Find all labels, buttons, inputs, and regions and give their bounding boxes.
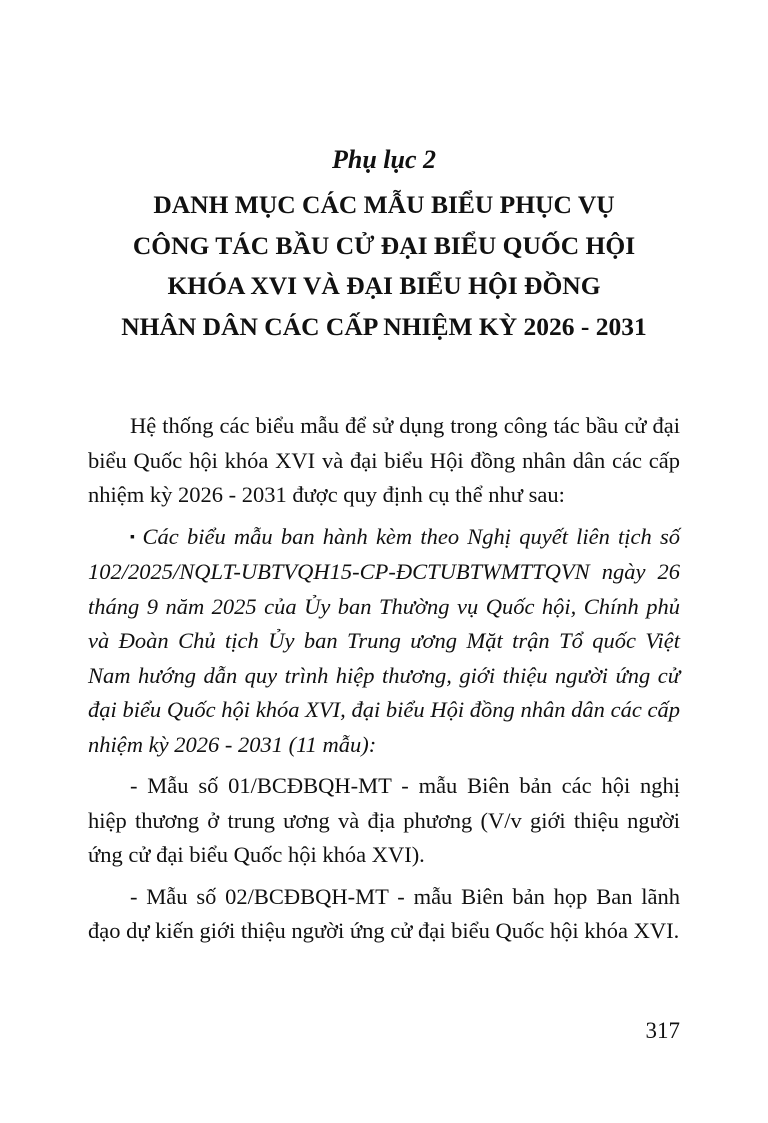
appendix-label: Phụ lục 2 <box>331 145 437 174</box>
title-line-4: NHÂN DÂN CÁC CẤP NHIỆM KỲ 2026 - 2031 <box>121 311 647 341</box>
intro-paragraph: Hệ thống các biểu mẫu để sử dụng trong công tác bầu cử đại biểu Quốc hội khóa XVI và đại biểu Hội đồng nhân dân các cấp nhiệm kỳ 2026 - 2031 được quy định cụ thể như sau: <box>88 413 680 507</box>
square-bullet-icon: ▪ <box>130 529 138 545</box>
list-item: - Mẫu số 02/BCĐBQH-MT - mẫu Biên bản họp Ban lãnh đạo dự kiến giới thiệu người ứng cử đại biểu Quốc hội khóa XVI. <box>88 883 680 943</box>
title-line-3: KHÓA XVI VÀ ĐẠI BIỂU HỘI ĐỒNG <box>167 271 601 300</box>
document-title <box>88 185 680 347</box>
body-text <box>88 409 680 949</box>
page-number: 317 <box>645 1018 680 1043</box>
document-page <box>88 140 680 956</box>
title-line-1: DANH MỤC CÁC MẪU BIỂU PHỤC VỤ <box>153 190 615 219</box>
section-heading-text: Các biểu mẫu ban hành kèm theo Nghị quyết liên tịch số 102/2025/NQLT-UBTVQH15-CP-ĐCTUBTWMTTQVN ngày 26 tháng 9 năm 2025 của Ủy ban Thường vụ Quốc hội, Chính phủ và Đoàn Chủ tịch Ủy ban Trung ương Mặt trận Tổ quốc Việt Nam hướng dẫn quy trình hiệp thương, giới thiệu người ứng cử đại biểu Quốc hội khóa XVI, đại biểu Hội đồng nhân dân các cấp nhiệm kỳ 2026 - 2031 (11 mẫu): <box>88 523 680 757</box>
section-heading-paragraph <box>88 520 680 763</box>
title-line-2: CÔNG TÁC BẦU CỬ ĐẠI BIỂU QUỐC HỘI <box>132 230 636 260</box>
list-item: - Mẫu số 01/BCĐBQH-MT - mẫu Biên bản các hội nghị hiệp thương ở trung ương và địa phương (V/v giới thiệu người ứng cử đại biểu Quốc hội khóa XVI). <box>88 773 680 867</box>
